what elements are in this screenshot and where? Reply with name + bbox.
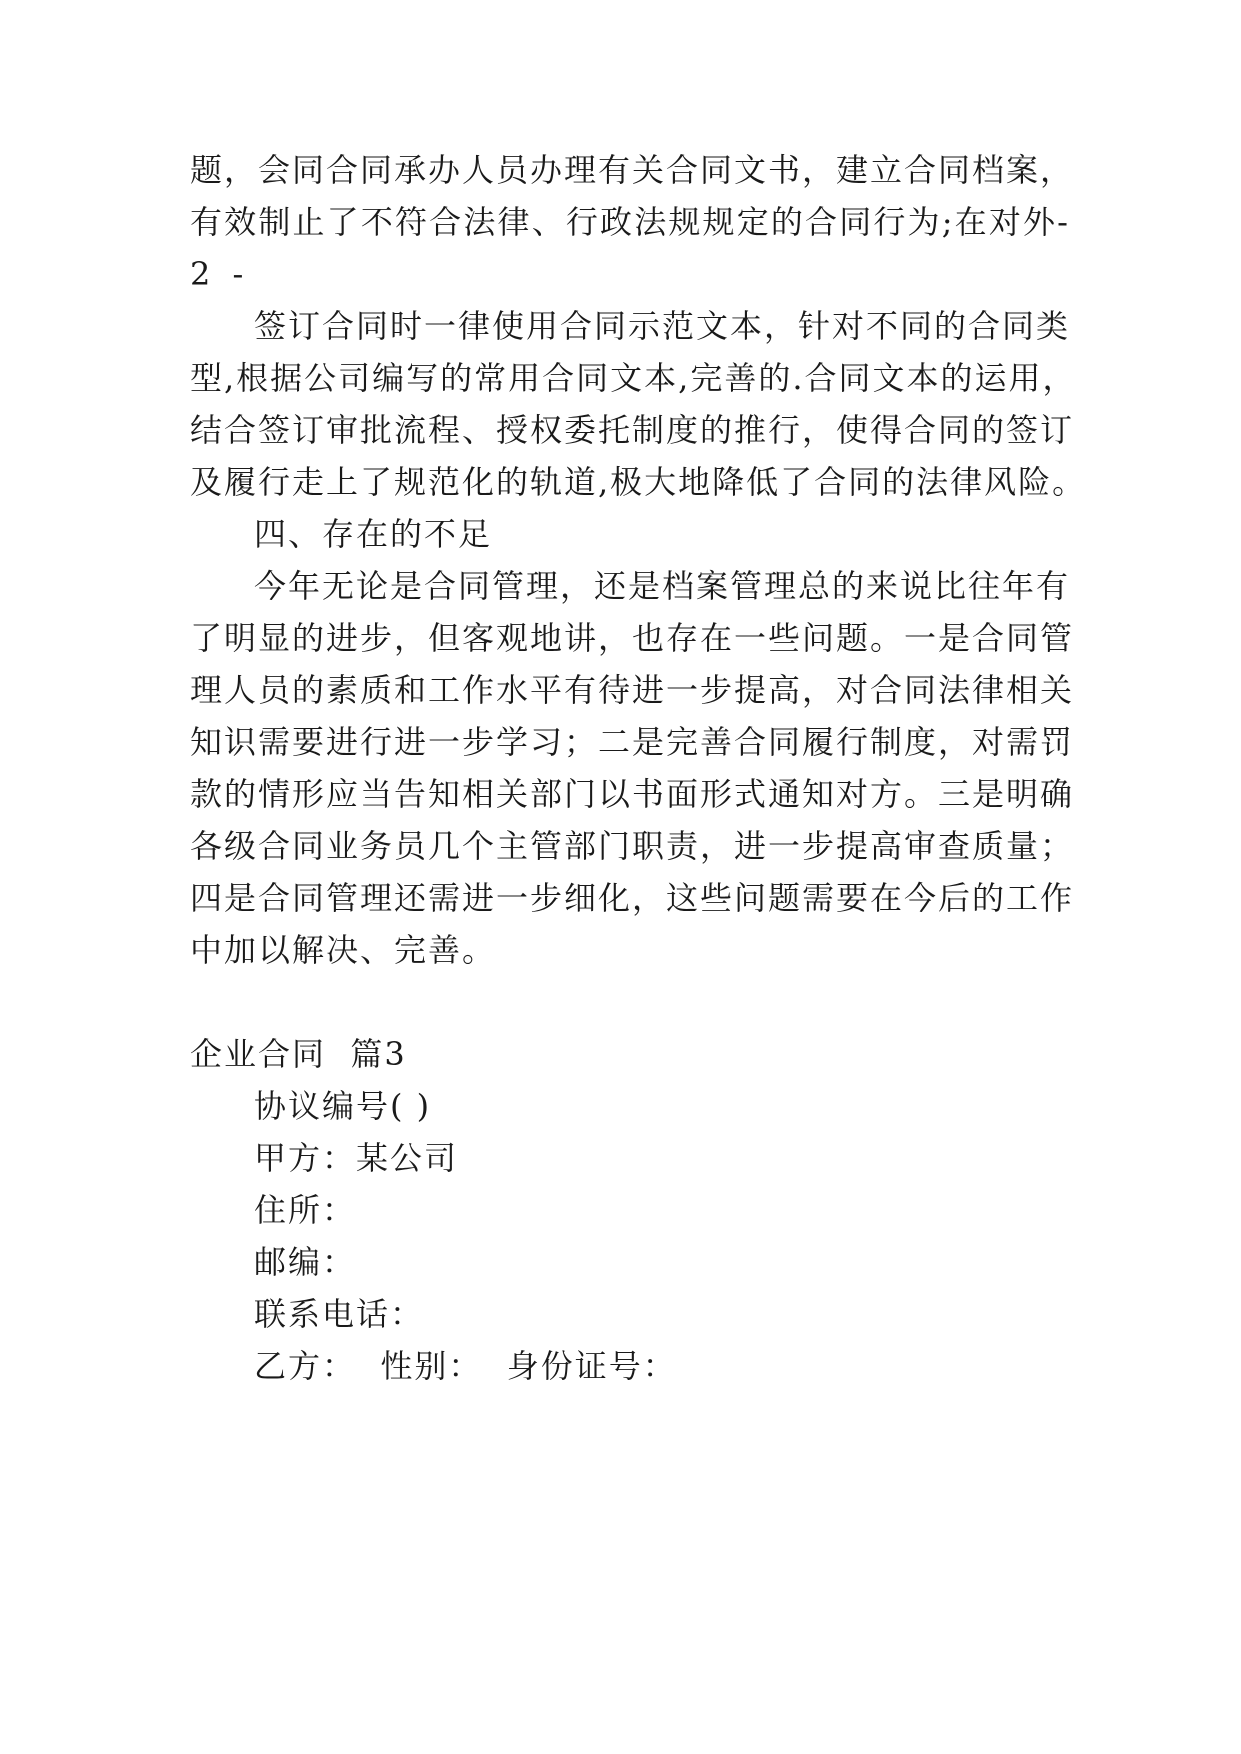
paragraph-line: 各级合同业务员几个主管部门职责，进一步提高审查质量； bbox=[190, 827, 1075, 865]
address-field: 住所： bbox=[254, 1191, 357, 1229]
paragraph-line: 中加以解决、完善。 bbox=[190, 931, 497, 969]
party-a-field: 甲方：某公司 bbox=[254, 1139, 459, 1177]
party-b-field: 乙方： 性别： 身份证号： bbox=[254, 1347, 677, 1385]
postcode-field: 邮编： bbox=[254, 1243, 357, 1281]
phone-field: 联系电话： bbox=[254, 1295, 425, 1333]
paragraph-line: 理人员的素质和工作水平有待进一步提高，对合同法律相关 bbox=[190, 671, 1075, 709]
paragraph-line: 及履行走上了规范化的轨道,极大地降低了合同的法律风险。 bbox=[190, 463, 1087, 501]
paragraph-line: 今年无论是合同管理，还是档案管理总的来说比往年有 bbox=[254, 567, 1071, 605]
paragraph-line: 知识需要进行进一步学习；二是完善合同履行制度，对需罚 bbox=[190, 723, 1075, 761]
page-number: 2 - bbox=[190, 255, 250, 293]
paragraph-line: 结合签订审批流程、授权委托制度的推行，使得合同的签订 bbox=[190, 411, 1075, 449]
paragraph-line: 款的情形应当告知相关部门以书面形式通知对方。三是明确 bbox=[190, 775, 1075, 813]
paragraph-line: 有效制止了不符合法律、行政法规规定的合同行为;在对外- bbox=[190, 203, 1070, 241]
agreement-number-field: 协议编号( ) bbox=[254, 1087, 432, 1125]
paragraph-line: 签订合同时一律使用合同示范文本，针对不同的合同类 bbox=[254, 307, 1071, 345]
paragraph-line: 四是合同管理还需进一步细化，这些问题需要在今后的工作 bbox=[190, 879, 1075, 917]
paragraph-line: 了明显的进步，但客观地讲，也存在一些问题。一是合同管 bbox=[190, 619, 1075, 657]
paragraph-line: 题，会同合同承办人员办理有关合同文书，建立合同档案， bbox=[190, 151, 1075, 189]
section-heading: 四、存在的不足 bbox=[254, 515, 493, 553]
paragraph-line: 型,根据公司编写的常用合同文本,完善的.合同文本的运用， bbox=[190, 359, 1077, 397]
document-title: 企业合同 篇3 bbox=[190, 1035, 407, 1073]
